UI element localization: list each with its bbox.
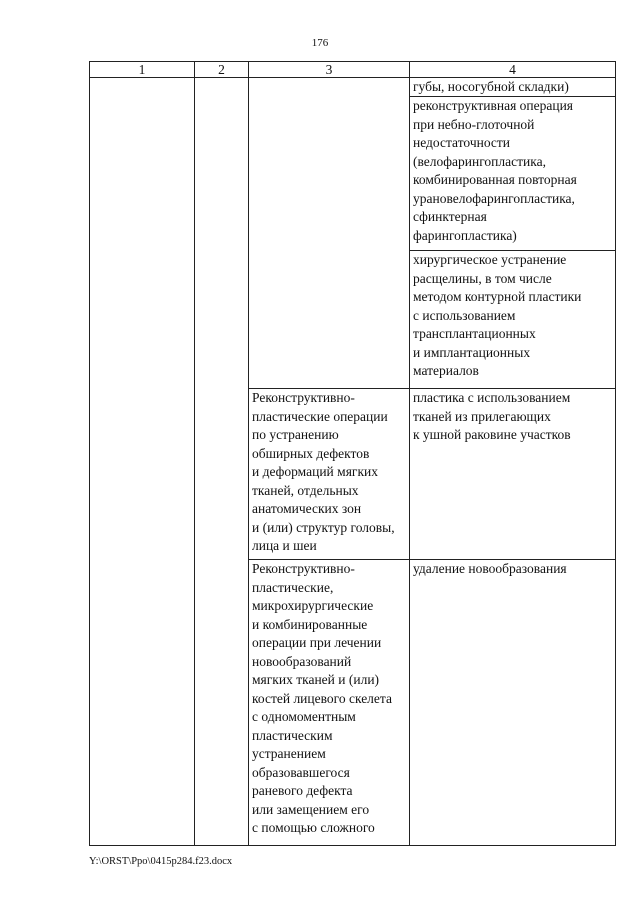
procedure-text: реконструктивная операция при небно-глоточной недостаточности (велофарингопластика, комбинированная повторная урановелофарингопластика, сфинктерная фарингопластика) <box>413 98 577 243</box>
cell-col3 <box>249 78 410 389</box>
column-header-3: 3 <box>249 62 410 78</box>
cell-col4 <box>410 78 616 389</box>
cell-col3 <box>249 389 410 560</box>
column-header-4: 4 <box>410 62 616 78</box>
procedure-text: губы, носогубной складки) <box>413 79 569 94</box>
column-header-1: 1 <box>90 62 195 78</box>
cell-col2 <box>195 78 249 846</box>
footer-file-path: Y:\ORST\Ppo\0415p284.f23.docx <box>89 856 233 867</box>
procedure-text: пластика с использованием тканей из прилегающих к ушной раковине участков <box>413 390 571 443</box>
table-row <box>90 78 616 389</box>
table-header-row <box>90 62 616 78</box>
procedure-subcell <box>410 78 615 97</box>
procedure-text: хирургическое устранение расщелины, в том числе методом контурной пластики с использованием трансплантационных и имплантационных материалов <box>413 252 582 378</box>
method-description: Реконструктивно- пластические операции по устранению обширных дефектов и деформаций мягких тканей, отдельных анатомических зон и (или) структур головы, лица и шеи <box>252 390 395 554</box>
procedures-table <box>89 61 616 846</box>
cell-col3 <box>249 560 410 846</box>
method-description: Реконструктивно- пластические, микрохирургические и комбинированные операции при лечении новообразований мягких тканей и (или) костей лицевого скелета с одномоментным пластическим устранением образовавшегося раневого дефекта или замещением его с помощью сложного <box>252 561 392 836</box>
column-header-2: 2 <box>195 62 249 78</box>
page-number: 176 <box>311 37 329 49</box>
procedure-text: удаление новообразования <box>413 561 567 577</box>
cell-col4 <box>410 389 616 560</box>
procedure-subcell <box>410 251 615 381</box>
cell-col4 <box>410 560 616 846</box>
procedure-subcell <box>410 97 615 251</box>
cell-col1 <box>90 78 195 846</box>
